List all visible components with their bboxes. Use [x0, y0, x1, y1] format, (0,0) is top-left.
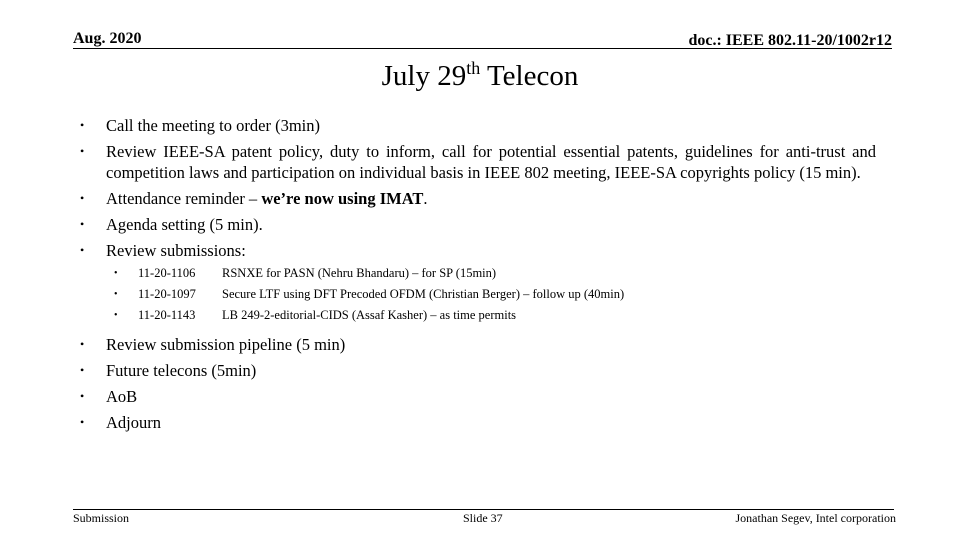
bullet-icon: •	[80, 144, 85, 158]
agenda-item	[80, 115, 876, 136]
agenda-item	[80, 141, 876, 183]
submission-number: 11-20-1143	[138, 308, 196, 322]
submission-title: Secure LTF using DFT Precoded OFDM (Christian Berger) – follow up (40min)	[222, 287, 625, 301]
agenda-item	[80, 214, 876, 235]
title-text: July 29	[381, 60, 467, 92]
bullet-icon: •	[80, 389, 85, 403]
agenda-item-text: Call the meeting to order (3min)	[106, 116, 320, 135]
agenda-item-text: Review submissions:	[106, 241, 246, 260]
submission-item	[80, 263, 876, 284]
agenda-item-text: Review IEEE-SA patent policy, duty to inform, call for potential essential patents, guidelines for anti-trust and competition laws and participation on individual basis in IEEE 802 meeting, IEEE-SA copyrights policy (15 min).	[106, 142, 876, 182]
bullet-icon: •	[80, 118, 85, 132]
footer-submission: Submission	[73, 511, 130, 525]
agenda-item	[80, 240, 876, 261]
agenda-item	[80, 334, 876, 355]
bullet-icon: •	[80, 191, 85, 205]
agenda-item-text: Attendance reminder –	[106, 189, 262, 208]
imat-emphasis: we’re now using IMAT	[261, 189, 424, 208]
footer-divider	[73, 509, 894, 510]
agenda-item: • Attendance reminder – we’re now using IMAT.	[80, 189, 428, 208]
bullet-icon: •	[80, 217, 85, 231]
header-doc-id: doc.: IEEE 802.11-20/1002r12	[688, 32, 892, 49]
agenda-item-text: Adjourn	[106, 413, 161, 432]
slide-title	[0, 60, 960, 93]
agenda-item	[80, 412, 876, 433]
agenda-item-text: Review submission pipeline (5 min)	[106, 335, 346, 354]
bullet-icon: •	[80, 363, 85, 377]
title-text-end: Telecon	[480, 60, 579, 92]
header-divider	[73, 48, 892, 49]
agenda-body	[80, 115, 876, 433]
bullet-icon: •	[114, 268, 118, 279]
agenda-item-text: Agenda setting (5 min).	[106, 215, 263, 234]
submission-title: LB 249-2-editorial-CIDS (Assaf Kasher) – as time permits	[222, 308, 517, 322]
bullet-icon: •	[80, 415, 85, 429]
bullet-icon: •	[80, 337, 85, 351]
submission-item	[80, 305, 876, 326]
submission-title: RSNXE for PASN (Nehru Bhandaru) – for SP (15min)	[222, 266, 497, 280]
agenda-item	[80, 386, 876, 407]
title-superscript: th	[466, 58, 481, 78]
submission-number: 11-20-1097	[138, 287, 196, 301]
bullet-icon: •	[80, 243, 85, 257]
submission-number: 11-20-1106	[138, 266, 196, 280]
agenda-item	[80, 360, 876, 381]
footer-author: Jonathan Segev, Intel corporation	[735, 511, 896, 525]
bullet-icon: •	[114, 289, 118, 300]
agenda-item-text: Future telecons (5min)	[106, 361, 257, 380]
agenda-item-text: AoB	[106, 387, 138, 406]
footer-slide-number: Slide 37	[463, 511, 503, 525]
header-date: Aug. 2020	[73, 30, 142, 47]
bullet-icon: •	[114, 310, 118, 321]
submission-item	[80, 284, 876, 305]
